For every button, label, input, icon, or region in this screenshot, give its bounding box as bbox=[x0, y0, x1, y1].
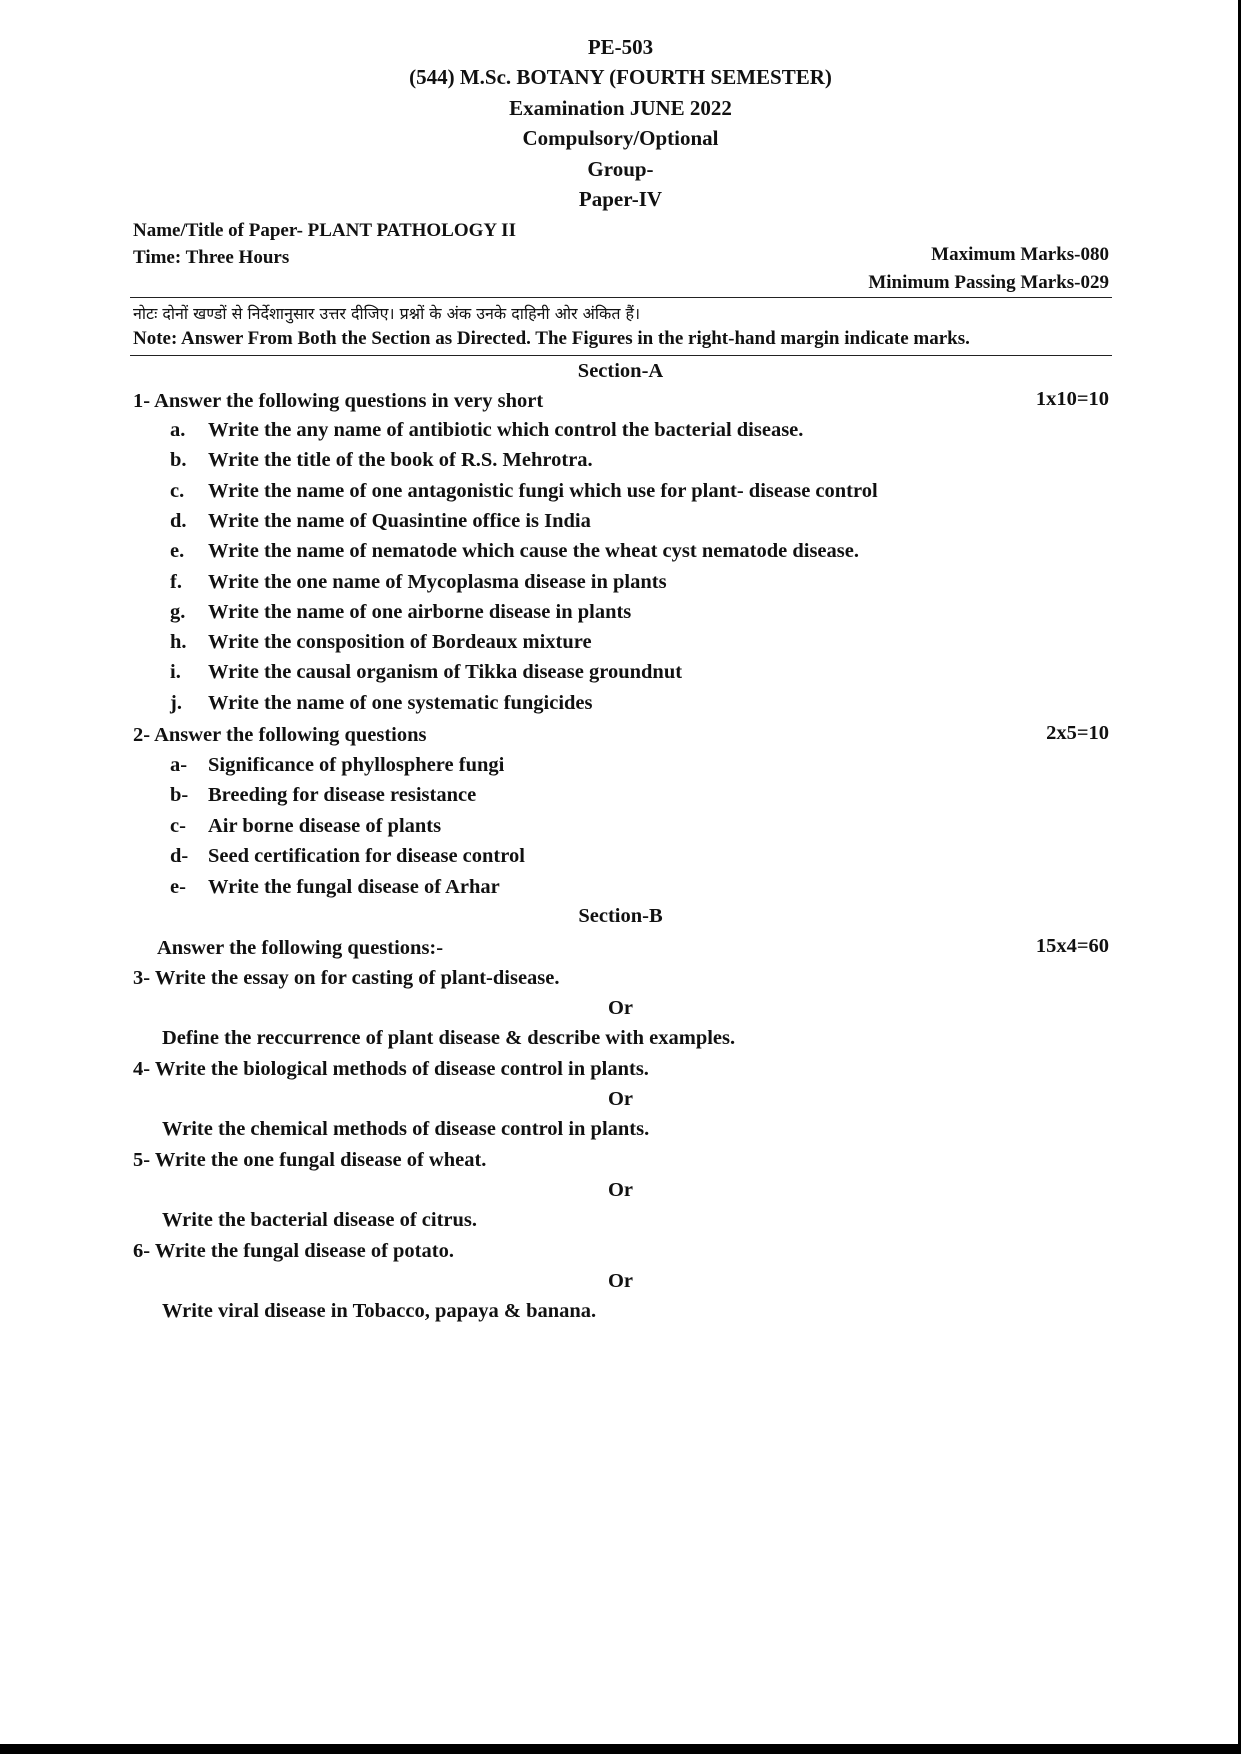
divider-bottom bbox=[130, 355, 1112, 356]
paper-number: Paper-IV bbox=[578, 187, 663, 211]
q1-item-text: Write the name of one systematic fungicides bbox=[208, 692, 593, 714]
q1-item-text: Write the name of nematode which cause the wheat cyst nematode disease. bbox=[208, 540, 859, 562]
q1-item-text: Write the name of one antagonistic fungi which use for plant- disease control bbox=[208, 480, 878, 502]
section-b-question: 5- Write the one fungal disease of wheat. bbox=[133, 1149, 487, 1171]
q2-item-text: Seed certification for disease control bbox=[208, 845, 525, 867]
q1-item-text: Write the one name of Mycoplasma disease in plants bbox=[208, 571, 667, 593]
paper-code: PE-503 bbox=[587, 35, 654, 59]
note-english: Note: Answer From Both the Section as Directed. The Figures in the right-hand margin indicate marks. bbox=[133, 328, 970, 349]
q1-item-letter: f. bbox=[170, 571, 182, 593]
or-separator: Or bbox=[607, 997, 634, 1019]
or-separator: Or bbox=[607, 1179, 634, 1201]
q1-item-letter: d. bbox=[170, 510, 187, 532]
course-title: (544) M.Sc. BOTANY (FOURTH SEMESTER) bbox=[409, 65, 832, 89]
paper-group: Group- bbox=[587, 157, 654, 181]
scan-edge-bottom bbox=[0, 1744, 1241, 1754]
q1-item-text: Write the consposition of Bordeaux mixture bbox=[208, 631, 592, 653]
q2-item-letter: e- bbox=[170, 876, 186, 898]
section-a-title: Section-A bbox=[577, 360, 664, 382]
q1-item-letter: h. bbox=[170, 631, 187, 653]
q1-item-text: Write the causal organism of Tikka disease groundnut bbox=[208, 661, 683, 683]
section-b-marks: 15x4=60 bbox=[1035, 935, 1109, 957]
q1-item-letter: i. bbox=[170, 661, 181, 683]
q1-item-letter: e. bbox=[170, 540, 185, 562]
q1-heading: 1- Answer the following questions in very short bbox=[133, 390, 544, 412]
q2-item-text: Significance of phyllosphere fungi bbox=[208, 754, 505, 776]
q2-item-letter: b- bbox=[170, 784, 189, 806]
q1-item-text: Write the name of one airborne disease in plants bbox=[208, 601, 632, 623]
or-separator: Or bbox=[607, 1270, 634, 1292]
q1-item-letter: g. bbox=[170, 601, 186, 623]
max-marks: Maximum Marks-080 bbox=[931, 244, 1109, 265]
section-b-question: 4- Write the biological methods of disease control in plants. bbox=[133, 1058, 649, 1080]
section-b-question: 6- Write the fungal disease of potato. bbox=[133, 1240, 454, 1262]
q2-item-text: Air borne disease of plants bbox=[208, 815, 442, 837]
q2-marks: 2x5=10 bbox=[1046, 722, 1109, 744]
q1-item-text: Write the title of the book of R.S. Mehrotra. bbox=[208, 449, 593, 471]
q1-item-letter: c. bbox=[170, 480, 185, 502]
min-passing-marks: Minimum Passing Marks-029 bbox=[868, 272, 1109, 293]
q1-marks: 1x10=10 bbox=[1035, 388, 1109, 410]
q1-item-text: Write the any name of antibiotic which control the bacterial disease. bbox=[208, 419, 804, 441]
or-separator: Or bbox=[607, 1088, 634, 1110]
section-b-alternative: Write the bacterial disease of citrus. bbox=[162, 1209, 478, 1231]
section-b-title: Section-B bbox=[578, 905, 663, 927]
q1-item-letter: b. bbox=[170, 449, 187, 471]
q2-heading: 2- Answer the following questions bbox=[133, 724, 427, 746]
section-b-question: 3- Write the essay on for casting of plant-disease. bbox=[133, 967, 560, 989]
section-b-alternative: Define the reccurrence of plant disease & describe with examples. bbox=[162, 1027, 736, 1049]
paper-title: Name/Title of Paper- PLANT PATHOLOGY II bbox=[133, 220, 516, 241]
q2-item-text: Write the fungal disease of Arhar bbox=[208, 876, 500, 898]
q1-item-text: Write the name of Quasintine office is India bbox=[208, 510, 591, 532]
note-hindi: नोटः दोनों खण्डों से निर्देशानुसार उत्तर दीजिए। प्रश्नों के अंक उनके दाहिनी ओर अंकित हैं। bbox=[133, 304, 641, 323]
exam-session: Examination JUNE 2022 bbox=[509, 96, 732, 120]
q2-item-text: Breeding for disease resistance bbox=[208, 784, 477, 806]
q2-item-letter: d- bbox=[170, 845, 189, 867]
section-b-alternative: Write viral disease in Tobacco, papaya & banana. bbox=[162, 1300, 597, 1322]
section-b-instruction: Answer the following questions:- bbox=[157, 937, 444, 959]
divider-top bbox=[130, 297, 1112, 298]
section-b-alternative: Write the chemical methods of disease control in plants. bbox=[162, 1118, 650, 1140]
q1-item-letter: a. bbox=[170, 419, 186, 441]
q2-item-letter: c- bbox=[170, 815, 186, 837]
q2-item-letter: a- bbox=[170, 754, 188, 776]
exam-duration: Time: Three Hours bbox=[133, 247, 290, 268]
paper-type: Compulsory/Optional bbox=[522, 126, 719, 150]
q1-item-letter: j. bbox=[170, 692, 182, 714]
